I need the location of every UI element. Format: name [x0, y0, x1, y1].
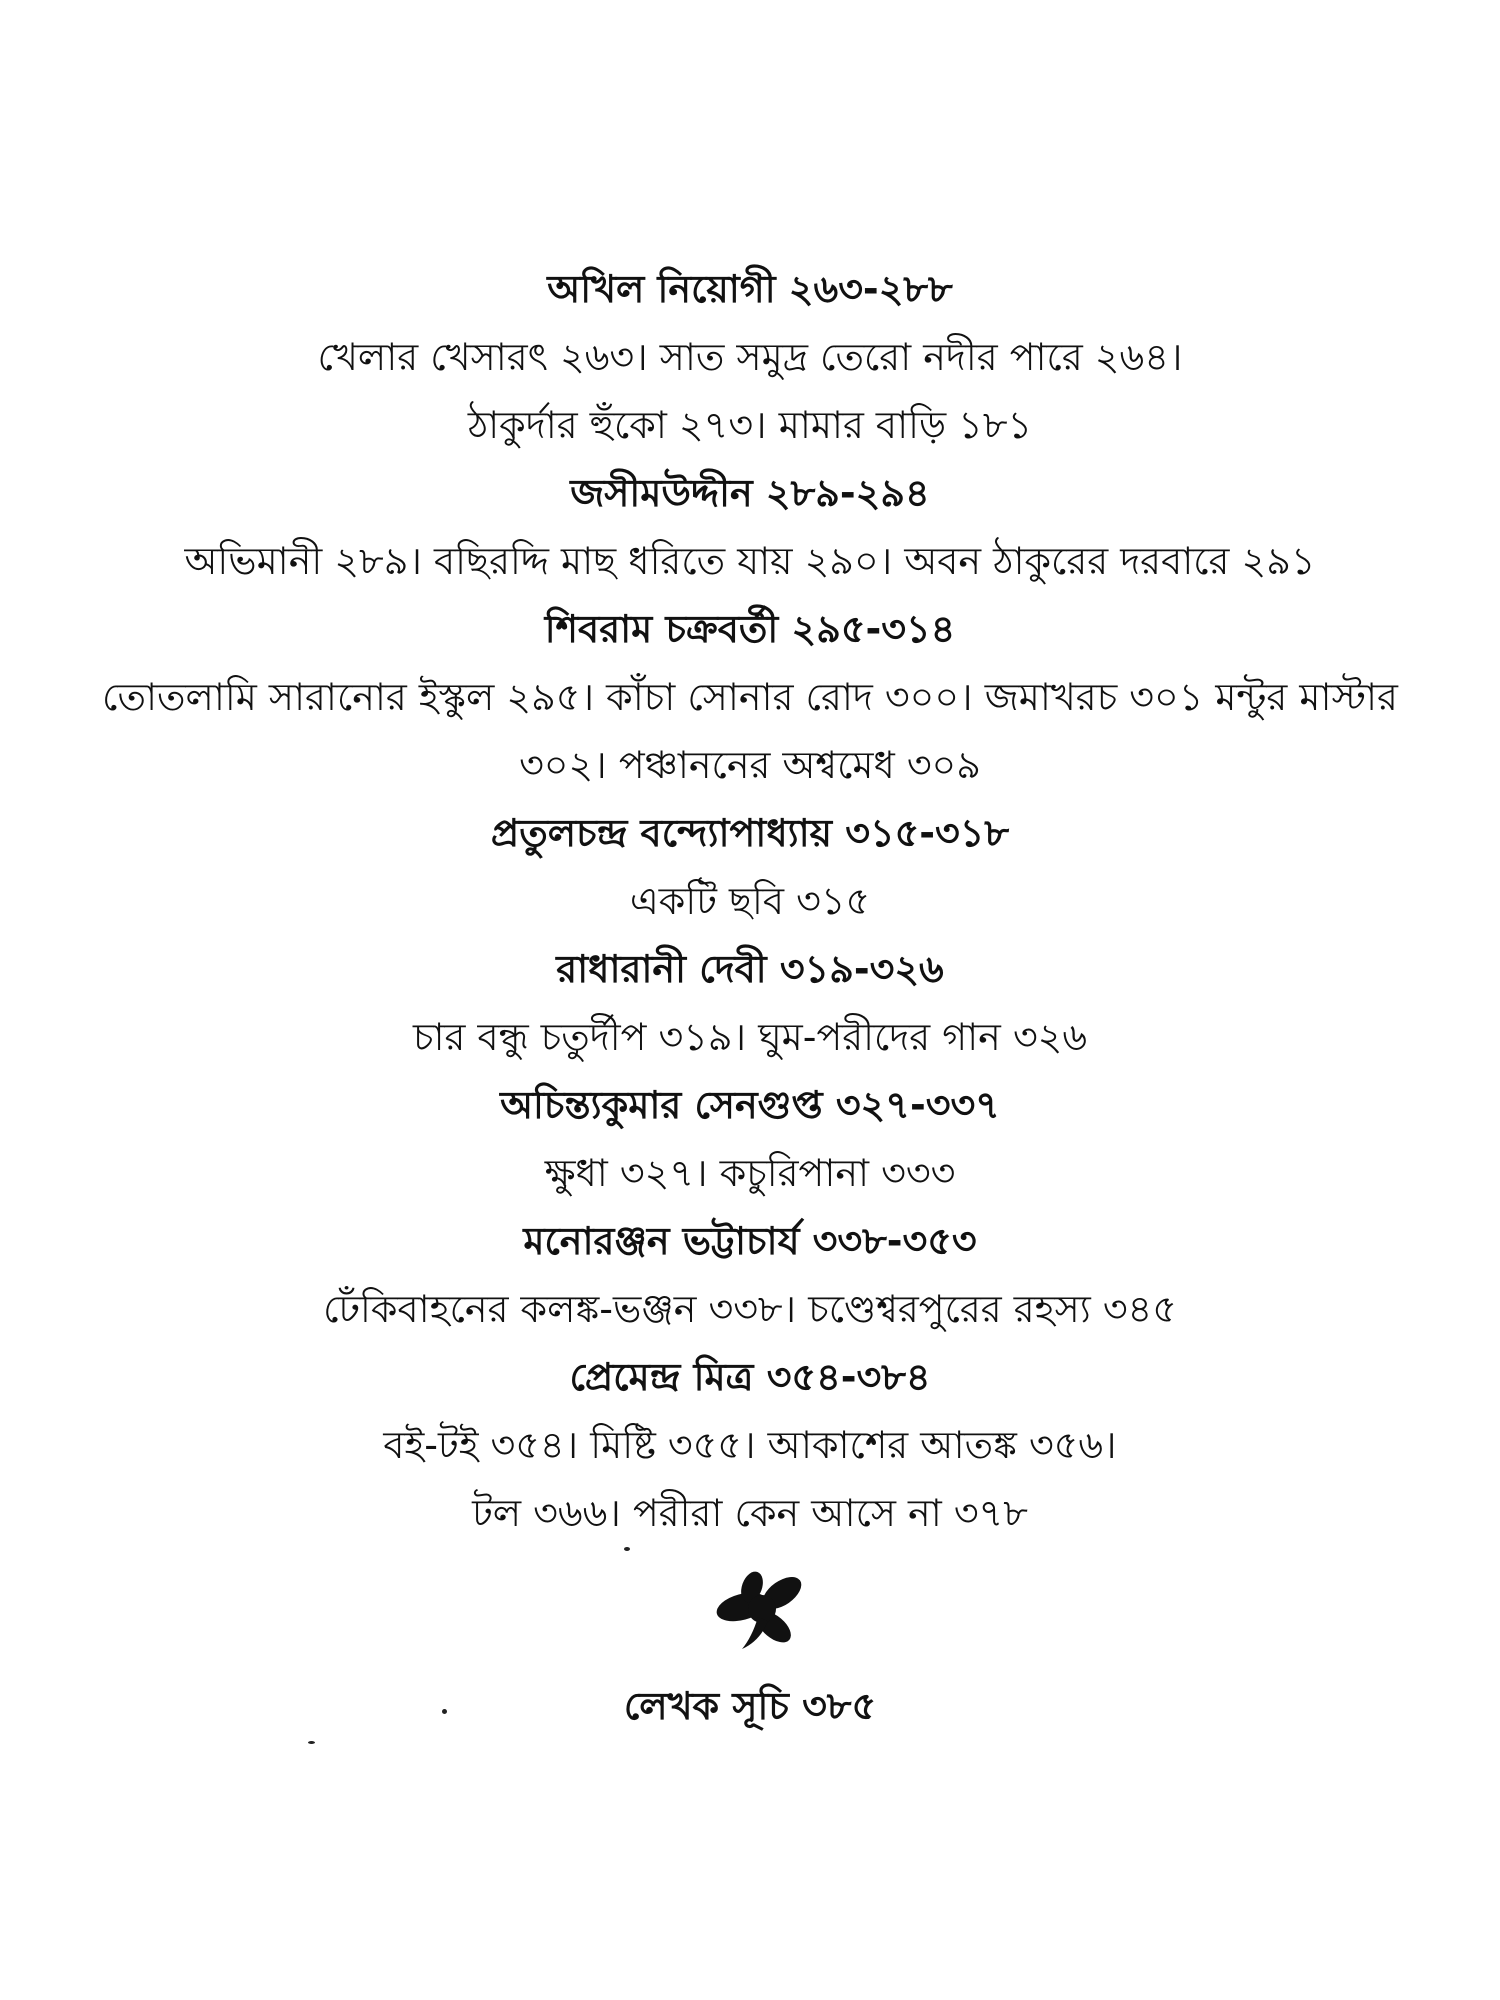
toc-author-line: অচিন্ত্যকুমার সেনগুপ্ত ৩২৭-৩৩৭ — [500, 1083, 1000, 1127]
toc-entry-line: অভিমানী ২৮৯। বছিরদ্দি মাছ ধরিতে যায় ২৯০। অবন ঠাকুরের দরবারে ২৯১ — [184, 539, 1316, 583]
toc-entry-line: তোতলামি সারানোর ইস্কুল ২৯৫। কাঁচা সোনার রোদ ৩০০। জমাখরচ ৩০১ মন্টুর মাস্টার — [102, 675, 1398, 719]
toc-author-line: প্রতুলচন্দ্র বন্দ্যোপাধ্যায় ৩১৫-৩১৮ — [490, 811, 1010, 855]
author-index-entry: লেখক সূচি ৩৮৫ — [623, 1684, 877, 1728]
fleuron-icon — [712, 1565, 812, 1655]
toc-entry-line: ক্ষুধা ৩২৭। কচুরিপানা ৩৩৩ — [544, 1151, 956, 1195]
toc-entry-line: খেলার খেসারৎ ২৬৩। সাত সমুদ্র তেরো নদীর পারে ২৬৪। — [317, 335, 1183, 379]
table-of-contents — [40, 255, 1460, 1547]
toc-entry-line: ঢেঁকিবাহনের কলঙ্ক-ভঞ্জন ৩৩৮। চণ্ডেশ্বরপুরের রহস্য ৩৪৫ — [323, 1287, 1177, 1331]
toc-entry-line: ৩০২। পঞ্চাননের অশ্বমেধ ৩০৯ — [519, 743, 981, 787]
toc-entry-line: একটি ছবি ৩১৫ — [629, 879, 871, 923]
ink-speck — [624, 1547, 630, 1551]
toc-author-line: প্রেমেন্দ্র মিত্র ৩৫৪-৩৮৪ — [569, 1355, 931, 1399]
toc-entry-line: ঠাকুর্দার হুঁকো ২৭৩। মামার বাড়ি ১৮১ — [467, 403, 1033, 447]
ink-speck — [442, 1709, 447, 1714]
toc-entry-line: বই-টই ৩৫৪। মিষ্টি ৩৫৫। আকাশের আতঙ্ক ৩৫৬। — [383, 1423, 1117, 1467]
toc-author-line: রাধারানী দেবী ৩১৯-৩২৬ — [556, 947, 944, 991]
toc-author-line: মনোরঞ্জন ভট্টাচার্য ৩৩৮-৩৫৩ — [523, 1219, 977, 1263]
toc-entry-line: চার বন্ধু চতুর্দীপ ৩১৯। ঘুম-পরীদের গান ৩২৬ — [412, 1015, 1088, 1059]
toc-author-line: শিবরাম চক্রবর্তী ২৯৫-৩১৪ — [544, 607, 956, 651]
toc-entry-line: টল ৩৬৬। পরীরা কেন আসে না ৩৭৮ — [472, 1491, 1028, 1535]
toc-author-line: জসীমউদ্দীন ২৮৯-২৯৪ — [570, 471, 930, 515]
toc-author-line: অখিল নিয়োগী ২৬৩-২৮৮ — [547, 267, 953, 311]
ink-speck — [308, 1741, 315, 1744]
